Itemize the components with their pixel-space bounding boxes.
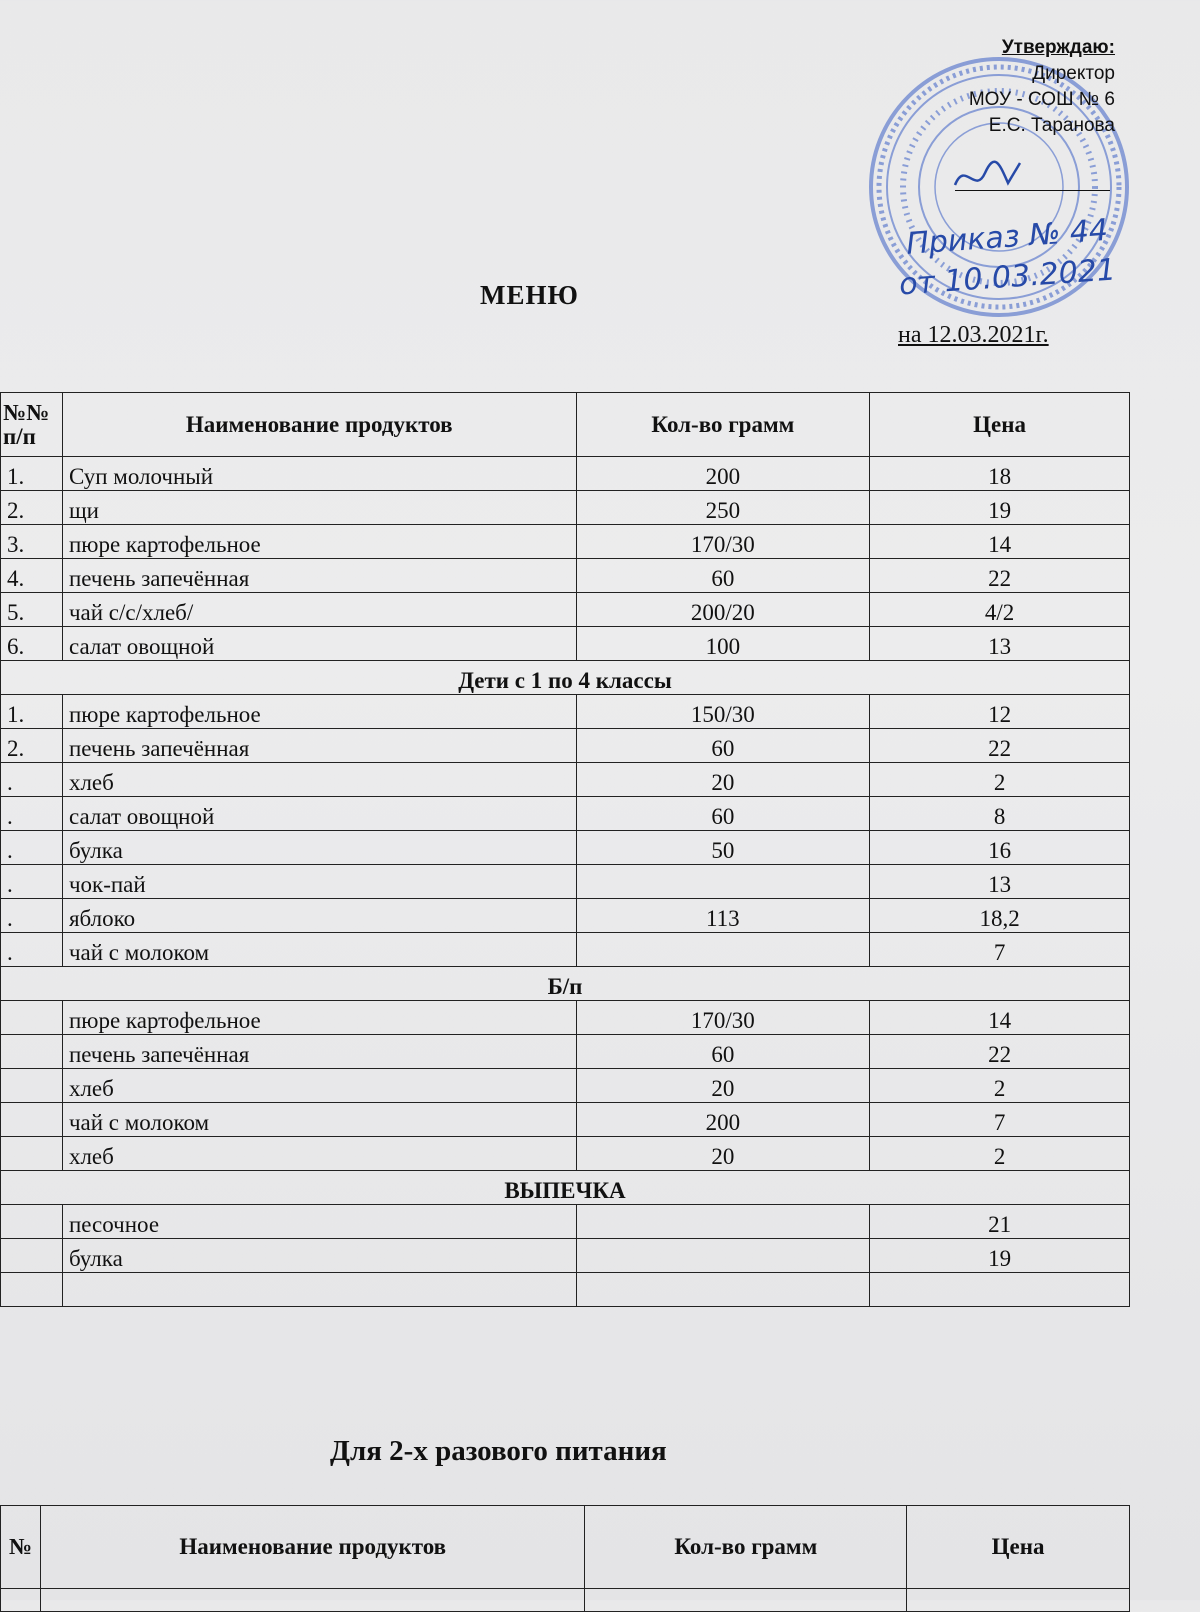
product-name: хлеб xyxy=(62,1069,576,1103)
quantity-grams: 60 xyxy=(576,797,870,831)
product-name: хлеб xyxy=(62,763,576,797)
table-row xyxy=(1,1239,1130,1273)
row-number xyxy=(1,1273,63,1307)
row-number: 1. xyxy=(1,695,63,729)
product-name: яблоко xyxy=(62,899,576,933)
section-row xyxy=(1,661,1130,695)
price: 18,2 xyxy=(870,899,1130,933)
quantity-grams: 200 xyxy=(576,457,870,491)
table-row xyxy=(1,729,1130,763)
product-name: пюре картофельное xyxy=(62,695,576,729)
row-number xyxy=(1,1137,63,1171)
table-row xyxy=(1,797,1130,831)
section-row xyxy=(1,967,1130,1001)
table-row xyxy=(1,1137,1130,1171)
product-name xyxy=(62,1273,576,1307)
table-row xyxy=(1,1001,1130,1035)
product-name: пюре картофельное xyxy=(62,1001,576,1035)
product-name: чай с молоком xyxy=(62,1103,576,1137)
product-name: пюре картофельное xyxy=(62,525,576,559)
table-row xyxy=(1,457,1130,491)
quantity-grams: 200 xyxy=(576,1103,870,1137)
menu-table-2 xyxy=(0,1505,1130,1612)
quantity-grams: 20 xyxy=(576,763,870,797)
page-title: МЕНЮ xyxy=(480,280,579,310)
product-name: хлеб xyxy=(62,1137,576,1171)
product-name: печень запечённая xyxy=(62,729,576,763)
product-name: Суп молочный xyxy=(62,457,576,491)
header-name: Наименование продуктов xyxy=(62,393,576,457)
quantity-grams: 100 xyxy=(576,627,870,661)
row-number: 4. xyxy=(1,559,63,593)
table-row xyxy=(1,525,1130,559)
price: 7 xyxy=(870,1103,1130,1137)
product-name: чок-пай xyxy=(62,865,576,899)
row-number: . xyxy=(1,933,63,967)
quantity-grams: 170/30 xyxy=(576,1001,870,1035)
price: 12 xyxy=(870,695,1130,729)
menu2-empty-row xyxy=(1,1589,1130,1612)
handwritten-order: Приказ № 44 xyxy=(905,212,1110,262)
handwritten-order-note xyxy=(897,211,1118,305)
table-row xyxy=(1,1205,1130,1239)
row-number: 1. xyxy=(1,457,63,491)
price xyxy=(870,1273,1130,1307)
quantity-grams: 20 xyxy=(576,1069,870,1103)
quantity-grams xyxy=(576,1239,870,1273)
menu-header-row xyxy=(1,393,1130,457)
table-row xyxy=(1,1069,1130,1103)
product-name: печень запечённая xyxy=(62,1035,576,1069)
table-row xyxy=(1,559,1130,593)
menu-table xyxy=(0,392,1130,1307)
header2-num: № xyxy=(1,1506,41,1589)
product-name: чай с молоком xyxy=(62,933,576,967)
row-number xyxy=(1,1239,63,1273)
product-name: булка xyxy=(62,831,576,865)
header-qty: Кол-во грамм xyxy=(576,393,870,457)
header-price: Цена xyxy=(870,393,1130,457)
price: 19 xyxy=(870,1239,1130,1273)
quantity-grams: 113 xyxy=(576,899,870,933)
menu-date: на 12.03.2021г. xyxy=(898,322,1049,348)
row-number: . xyxy=(1,797,63,831)
row-number: 2. xyxy=(1,729,63,763)
quantity-grams xyxy=(576,865,870,899)
product-name: салат овощной xyxy=(62,627,576,661)
table-row xyxy=(1,627,1130,661)
quantity-grams: 60 xyxy=(576,1035,870,1069)
row-number: 2. xyxy=(1,491,63,525)
quantity-grams xyxy=(576,933,870,967)
price: 13 xyxy=(870,627,1130,661)
subtitle-two-meals: Для 2-х разового питания xyxy=(330,1435,667,1467)
row-number: . xyxy=(1,831,63,865)
approval-position: Директор xyxy=(1032,63,1115,84)
cell xyxy=(907,1589,1130,1612)
row-number: 5. xyxy=(1,593,63,627)
price: 2 xyxy=(870,763,1130,797)
product-name: чай с/с/хлеб/ xyxy=(62,593,576,627)
table-row xyxy=(1,899,1130,933)
product-name: песочное xyxy=(62,1205,576,1239)
product-name: салат овощной xyxy=(62,797,576,831)
cell xyxy=(1,1589,41,1612)
header2-price: Цена xyxy=(907,1506,1130,1589)
table-row xyxy=(1,1273,1130,1307)
quantity-grams xyxy=(576,1273,870,1307)
handwritten-order-date: от 10.03.2021 xyxy=(897,252,1118,303)
row-number: . xyxy=(1,865,63,899)
table-row xyxy=(1,1103,1130,1137)
price: 4/2 xyxy=(870,593,1130,627)
table-row xyxy=(1,1035,1130,1069)
row-number: . xyxy=(1,763,63,797)
row-number xyxy=(1,1205,63,1239)
table-row xyxy=(1,763,1130,797)
price: 2 xyxy=(870,1069,1130,1103)
price: 2 xyxy=(870,1137,1130,1171)
section-title: ВЫПЕЧКА xyxy=(1,1171,1130,1205)
header-num: №№ п/п xyxy=(1,393,63,457)
price: 21 xyxy=(870,1205,1130,1239)
quantity-grams: 60 xyxy=(576,559,870,593)
table-row xyxy=(1,865,1130,899)
table-row xyxy=(1,831,1130,865)
row-number xyxy=(1,1069,63,1103)
approval-org: МОУ - СОШ № 6 xyxy=(968,89,1115,110)
table-row xyxy=(1,933,1130,967)
price: 22 xyxy=(870,1035,1130,1069)
header2-qty: Кол-во грамм xyxy=(585,1506,907,1589)
quantity-grams: 170/30 xyxy=(576,525,870,559)
table-row xyxy=(1,491,1130,525)
row-number xyxy=(1,1103,63,1137)
section-title: Дети с 1 по 4 классы xyxy=(1,661,1130,695)
product-name: печень запечённая xyxy=(62,559,576,593)
price: 14 xyxy=(870,1001,1130,1035)
menu2-header-row xyxy=(1,1506,1130,1589)
price: 16 xyxy=(870,831,1130,865)
price: 18 xyxy=(870,457,1130,491)
quantity-grams: 60 xyxy=(576,729,870,763)
price: 7 xyxy=(870,933,1130,967)
approval-name: Е.С. Таранова xyxy=(988,115,1115,136)
row-number xyxy=(1,1035,63,1069)
quantity-grams: 150/30 xyxy=(576,695,870,729)
product-name: щи xyxy=(62,491,576,525)
quantity-grams: 20 xyxy=(576,1137,870,1171)
approval-block xyxy=(915,35,1115,139)
price: 22 xyxy=(870,729,1130,763)
handwritten-signature xyxy=(950,155,1030,200)
price: 22 xyxy=(870,559,1130,593)
price: 19 xyxy=(870,491,1130,525)
price: 14 xyxy=(870,525,1130,559)
product-name: булка xyxy=(62,1239,576,1273)
quantity-grams: 250 xyxy=(576,491,870,525)
section-title: Б/п xyxy=(1,967,1130,1001)
row-number: 3. xyxy=(1,525,63,559)
row-number: 6. xyxy=(1,627,63,661)
row-number xyxy=(1,1001,63,1035)
price: 8 xyxy=(870,797,1130,831)
price: 13 xyxy=(870,865,1130,899)
row-number: . xyxy=(1,899,63,933)
section-row xyxy=(1,1171,1130,1205)
quantity-grams xyxy=(576,1205,870,1239)
cell xyxy=(40,1589,585,1612)
quantity-grams: 200/20 xyxy=(576,593,870,627)
quantity-grams: 50 xyxy=(576,831,870,865)
header2-name: Наименование продуктов xyxy=(40,1506,585,1589)
cell xyxy=(585,1589,907,1612)
approval-title: Утверждаю: xyxy=(1001,37,1115,58)
table-row xyxy=(1,593,1130,627)
table-row xyxy=(1,695,1130,729)
